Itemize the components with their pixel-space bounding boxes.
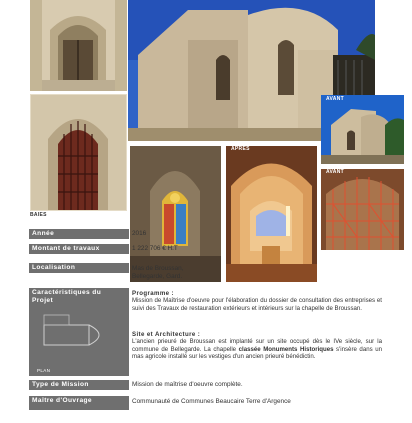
label-type-mission: Type de Mission [29, 380, 129, 390]
photo-doorway [30, 0, 127, 91]
floor-plan [39, 310, 119, 360]
caption-baies: BAIES [30, 212, 47, 218]
value-localisation-line1: Mas de Broussan, [132, 265, 184, 272]
caption-apres: APRÈS [231, 146, 250, 152]
caption-plan: PLAN [37, 368, 51, 373]
label-localisation: Localisation [29, 263, 129, 273]
value-annee: 2016 [132, 230, 147, 237]
photo-avant-exterior [321, 95, 404, 164]
caption-avant-exterior: AVANT [326, 96, 344, 102]
photo-apres-interior [226, 146, 317, 282]
caracteristiques-box [29, 288, 129, 376]
programme-block [132, 290, 382, 312]
programme-title: Programme : [132, 290, 174, 297]
site-text-bold: classée Monuments Historiques [238, 345, 334, 353]
value-maitre-ouvrage: Communauté de Communes Beaucaire Terre d'Argence [132, 398, 291, 405]
programme-text: Mission de Maîtrise d'oeuvre pour l'élaboration du dossier de consultation des entreprises et suivi des Travaux de restauration extérieurs et intérieurs sur la chapelle de Broussan. [132, 297, 382, 312]
label-caracteristiques-line2: Projet [32, 297, 54, 304]
site-text [132, 338, 382, 360]
site-block [132, 331, 382, 361]
site-title: Site et Architecture : [132, 331, 201, 338]
photo-avant-interior [321, 169, 404, 250]
caption-avant-interior: AVANT [326, 169, 344, 175]
label-maitre-ouvrage: Maître d'Ouvrage [29, 396, 129, 410]
photo-window [30, 94, 127, 211]
label-caracteristiques-line1: Caractéristiques du [32, 289, 102, 296]
site-text-b: s'insère dans un mas agricole installé sur les vestiges d'un ancien prieuré bénédictin. [132, 345, 382, 361]
label-annee: Année [29, 229, 129, 239]
value-montant: 1 222 706 € H.T [132, 245, 178, 252]
value-localisation-line2: Bellegarde, Gard. [132, 273, 183, 280]
photo-stained-glass [130, 146, 221, 282]
site-text-a: L'ancien prieuré de Broussan est implanté sur un site occupé dès le IVe siècle, sur la commune de Bellegarde. La chapelle [132, 338, 382, 353]
label-montant: Montant de travaux [29, 244, 129, 254]
value-type-mission: Mission de maîtrise d'oeuvre complète. [132, 381, 243, 388]
